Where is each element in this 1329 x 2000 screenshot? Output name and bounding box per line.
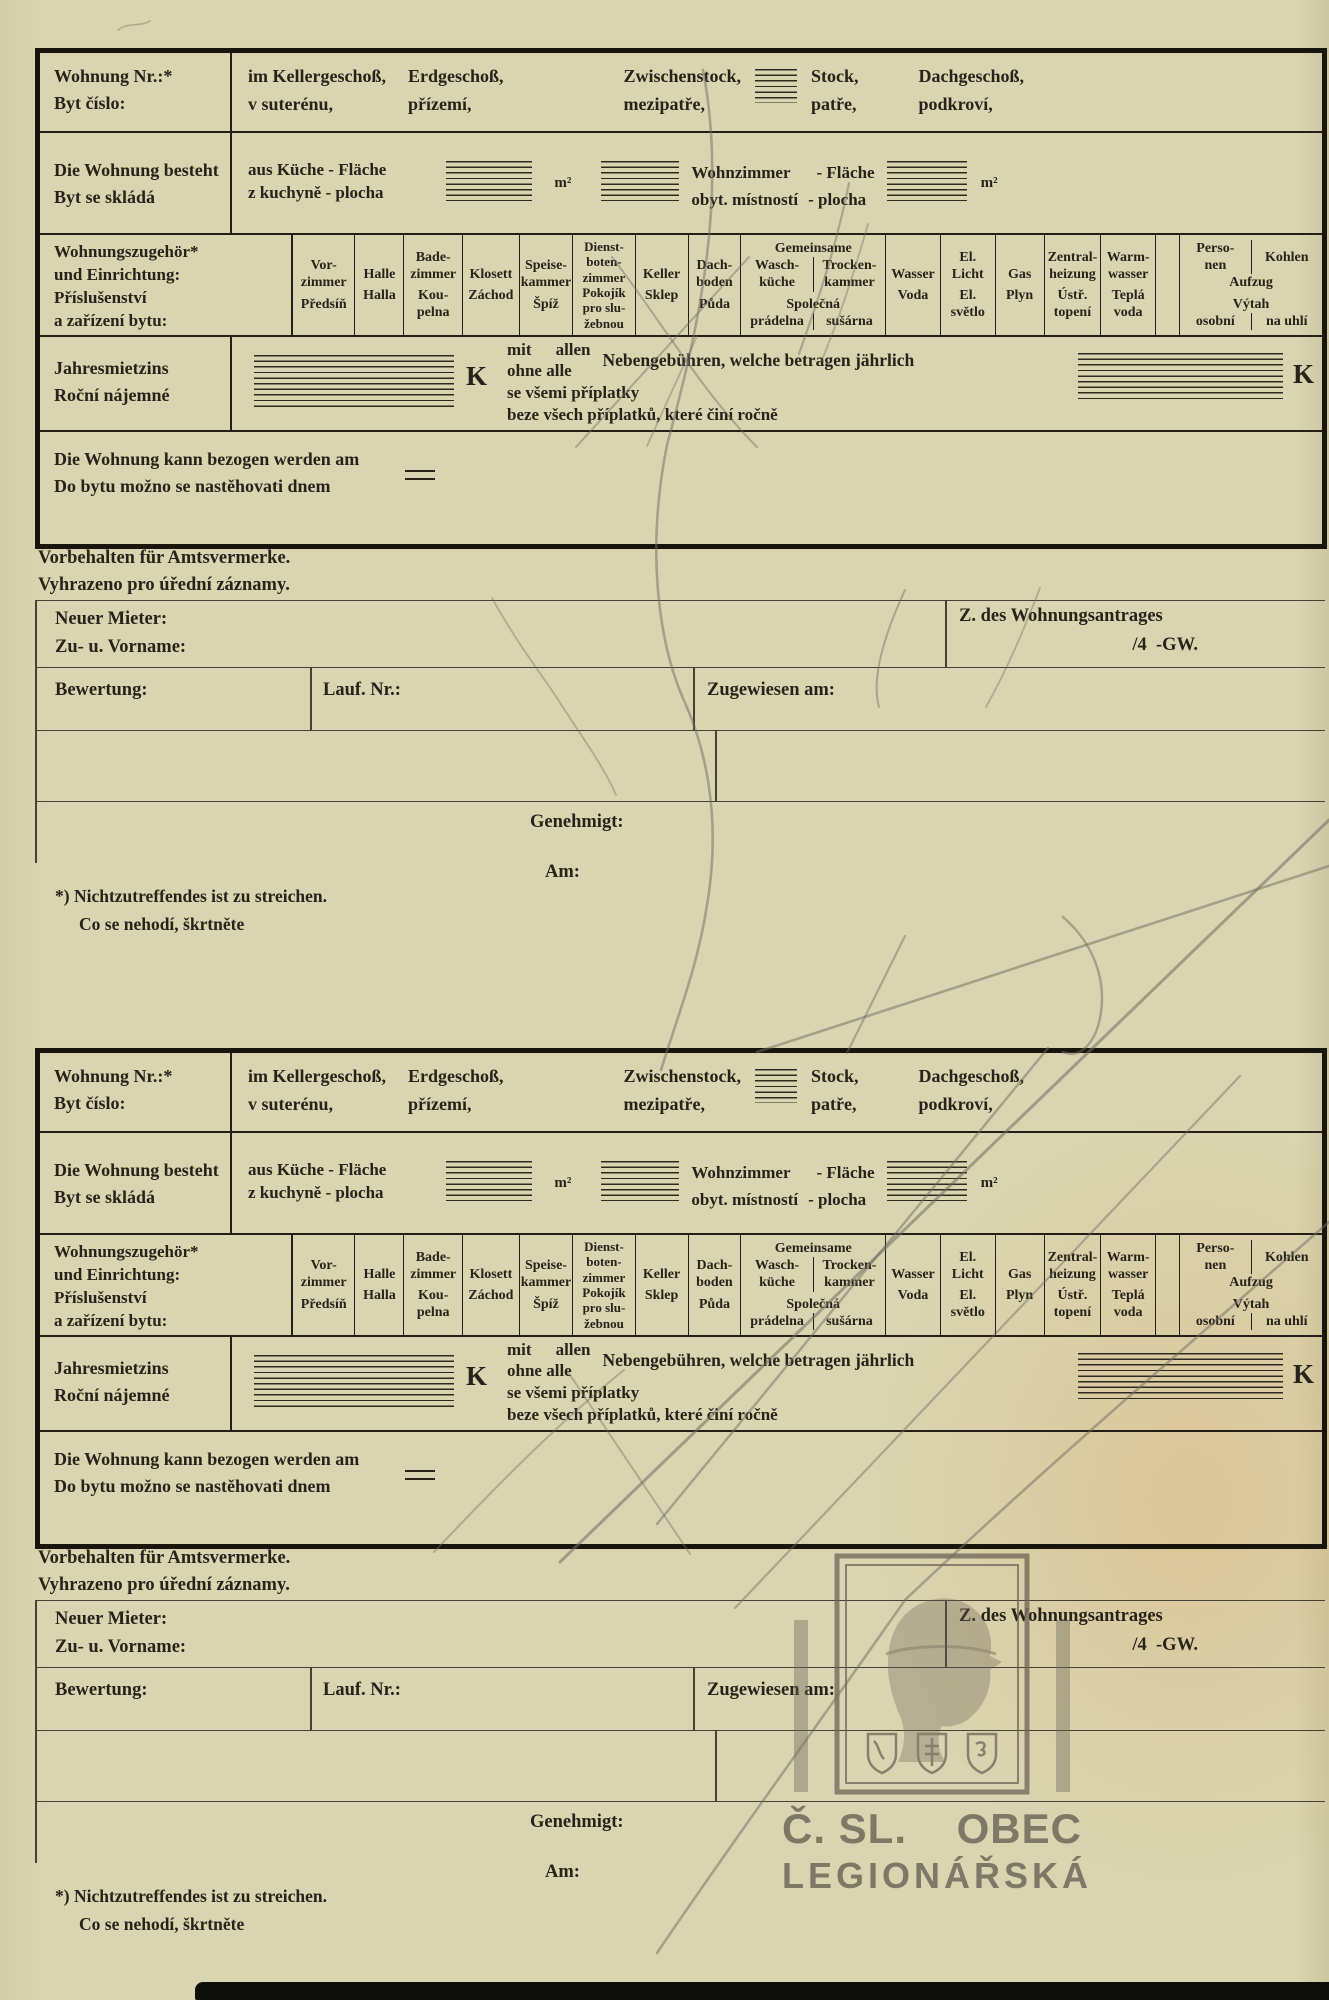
col-keller: Keller Sklep [635, 235, 688, 335]
row-zugehoer [40, 233, 1322, 335]
besteht-label [40, 133, 232, 233]
fill-in-lines [254, 1355, 454, 1407]
se-vsemi-label: se všemi příplatky [507, 382, 640, 402]
am-label: Am: [545, 862, 580, 882]
row-besteht [40, 1131, 1322, 1233]
heading-de: Vorbehalten für Amtsvermerke. [38, 548, 291, 568]
floor-cs: mezipatře, [623, 93, 705, 114]
fill-in-lines [1078, 353, 1283, 403]
miete-cs: Roční nájemné [54, 1385, 170, 1405]
zugehoer-l1: Wohnungszugehör* [54, 242, 199, 261]
cell-divider [715, 731, 717, 801]
col-halle: Halle Halla [354, 1235, 403, 1335]
zugehoer-label [40, 1235, 293, 1335]
heading-cs: Vyhrazeno pro úřední záznamy. [38, 574, 290, 595]
cell-divider [310, 1668, 312, 1730]
wohnung-nr-cs: Byt číslo: [54, 1093, 126, 1113]
fill-in-lines [601, 1161, 679, 1201]
wohnzimmer-de: Wohnzimmer [691, 1163, 791, 1182]
col-speisekammer: Speise- kammer Špíž [519, 235, 573, 335]
stamp-legionarska: LEGIONÁŘSKÁ [782, 1855, 1093, 1896]
miete-label [40, 1337, 232, 1430]
wohnungsantrag-label: Z. des Wohnungsantrages [959, 1606, 1163, 1626]
miete-text [507, 337, 914, 430]
vytah-label: Výtah [1232, 1296, 1270, 1312]
equals-mark [405, 1470, 435, 1480]
miete-de: Jahresmietzins [54, 1358, 169, 1378]
floor-cs: přízemí, [407, 1093, 472, 1114]
lauf-nr-label: Lauf. Nr.: [323, 680, 401, 700]
col-wasser: Wasser Voda [885, 235, 940, 335]
wohnzimmer-cs2: - plocha [808, 1190, 867, 1210]
aufzug-label: Aufzug [1229, 275, 1273, 291]
equipment-columns [293, 1235, 1322, 1335]
bezug-de: Die Wohnung kann bezogen werden am [54, 449, 360, 469]
besteht-content [232, 133, 1322, 233]
wohnzimmer-label [691, 159, 874, 233]
kueche-cs: z kuchyně - plocha [248, 182, 384, 202]
row-wohnung-nr [40, 53, 1322, 131]
se-vsemi-label: se všemi příplatky [507, 1382, 640, 1402]
spolecna-label: Společná [786, 1296, 841, 1312]
heading-cs: Vyhrazeno pro úřední záznamy. [38, 1574, 290, 1595]
osobni-nauhli: osobní na uhlí [1180, 313, 1322, 330]
col-wasser: Wasser Voda [885, 1235, 940, 1335]
col-gas: Gas Plyn [995, 235, 1044, 335]
row-bezug [40, 430, 1322, 544]
col-vorzimmer: Vor- zimmer Předsíň [300, 1258, 347, 1312]
vorname-label: Zu- u. Vorname: [55, 637, 187, 657]
floor-zwischenstock [624, 63, 742, 131]
miete-right [1078, 1337, 1322, 1430]
shield-lion [868, 1734, 896, 1773]
row-empty [35, 1731, 1325, 1802]
besteht-label [40, 1133, 232, 1233]
floor-cs: patře, [811, 93, 857, 114]
form-box [35, 1048, 1327, 1549]
personen-kohlen: Perso- nen Kohlen [1180, 1240, 1322, 1274]
zugehoer-label [40, 235, 293, 335]
floor-erdgeschoss [408, 63, 504, 131]
am-label: Am: [545, 1862, 580, 1882]
col-dienstbotenzimmer: Dienst- boten- zimmer Pokojík pro slu- žebnou [572, 235, 634, 335]
wohnzimmer-label [691, 1159, 874, 1233]
col-dachboden: Dach- boden Půda [688, 1235, 741, 1335]
row-neuer-mieter [35, 1601, 1325, 1668]
row-genehmigt [35, 802, 1325, 942]
beze-vsech-label: beze všech příplatků, které činí ročně [507, 1404, 778, 1424]
bezug-cs: Do bytu možno se nastěhovati dnem [54, 476, 331, 496]
floor-de: Dachgeschoß, [918, 66, 1025, 86]
personen-kohlen: Perso- nen Kohlen [1180, 240, 1322, 274]
floor-de: Stock, [811, 66, 859, 86]
footnote-de: *) Nichtzutreffendes ist zu streichen. [55, 886, 328, 906]
col-el-licht: El. Licht El. světlo [940, 1235, 995, 1335]
zugehoer-l2: und Einrichtung: [54, 264, 181, 284]
kueche-de: aus Küche - Fläche [248, 1160, 387, 1179]
fill-in-lines [446, 161, 532, 201]
wohnzimmer-de: Wohnzimmer [691, 163, 791, 182]
heading-de: Vorbehalten für Amtsvermerke. [38, 1548, 291, 1568]
fill-in-lines [887, 1161, 967, 1201]
floor-kellergeschoss [248, 63, 386, 131]
floor-cs: podkroví, [918, 93, 993, 114]
row-genehmigt [35, 1802, 1325, 1942]
cell-divider [693, 1668, 695, 1730]
floor-cs: v suterénu, [248, 1093, 333, 1114]
wohnung-nr-de: Wohnung Nr.:* [54, 1066, 173, 1086]
col-gemeinsame-waschkueche [740, 235, 885, 335]
row-jahresmietzins [40, 335, 1322, 430]
lauf-nr-label: Lauf. Nr.: [323, 1680, 401, 1700]
besteht-de: Die Wohnung besteht [54, 160, 219, 180]
cell-divider [693, 668, 695, 730]
kueche-label [248, 159, 386, 233]
scan-edge-strip [195, 1982, 1329, 2000]
zugewiesen-label: Zugewiesen am: [707, 680, 835, 700]
unit-m2: m² [980, 175, 998, 191]
besteht-content [232, 1133, 1322, 1233]
housing-form [0, 48, 1329, 1048]
floor-cs: přízemí, [407, 93, 472, 114]
zugehoer-l1: Wohnungszugehör* [54, 1242, 199, 1261]
col-el-licht: El. Licht El. světlo [940, 235, 995, 335]
col-klosett: Klosett Záchod [462, 235, 519, 335]
floor-de: Erdgeschoß, [407, 66, 504, 86]
stamp-text-line1 [782, 1805, 1082, 1853]
col-badezimmer: Bade- zimmer Kou- pelna [403, 235, 462, 335]
col-warmwasser: Warm- wasser Teplá voda [1100, 235, 1155, 335]
row-neuer-mieter [35, 601, 1325, 668]
row-bezug [40, 1430, 1322, 1544]
pradelna-susarna: prádelna sušárna [741, 1313, 885, 1330]
footnote-cs: Co se nehodí, škrtněte [79, 914, 245, 934]
floor-options [232, 1053, 1322, 1131]
nebengebuehren-label: Nebengebühren, welche betragen jährlich [602, 349, 915, 370]
neuer-mieter-label: Neuer Mieter: [55, 609, 168, 629]
wohnzimmer-cs: obyt. místností [691, 190, 799, 210]
unit-m2: m² [554, 175, 572, 191]
row-bewertung [35, 668, 1325, 731]
shield-eagle [968, 1734, 996, 1773]
miete-content [232, 1337, 1322, 1430]
nebengebuehren-label: Nebengebühren, welche betragen jährlich [602, 1349, 915, 1370]
amtsvermerke-heading [38, 545, 290, 599]
miete-cs: Roční nájemné [54, 385, 170, 405]
fill-in-lines [755, 1069, 797, 1103]
col-gas: Gas Plyn [995, 1235, 1044, 1335]
wohnung-nr-label [40, 53, 232, 131]
row-zugehoer [40, 1233, 1322, 1335]
antrag-nr: /4 -GW. [1132, 635, 1198, 655]
col-empty [1155, 1235, 1179, 1335]
vytah-label: Výtah [1232, 296, 1270, 312]
bezug-de: Die Wohnung kann bezogen werden am [54, 1449, 360, 1469]
amtsvermerke-heading [38, 1545, 290, 1599]
floor-de: im Kellergeschoß, [248, 66, 386, 86]
col-aufzug [1179, 1235, 1322, 1335]
kueche-label [248, 1159, 386, 1233]
gemeinsame-head: Gemeinsame [774, 241, 852, 257]
besteht-cs: Byt se skládá [54, 187, 156, 207]
form-section-bottom [0, 1048, 1329, 2000]
footnote-de: *) Nichtzutreffendes ist zu streichen. [55, 1886, 328, 1906]
col-dachboden: Dach- boden Půda [688, 235, 741, 335]
zugehoer-l4: a zařízení bytu: [54, 1310, 168, 1330]
col-zentralheizung: Zentral- heizung Ústř. topení [1044, 1235, 1101, 1335]
floor-de: Stock, [811, 1066, 859, 1086]
kueche-cs: z kuchyně - plocha [248, 1182, 384, 1202]
amtsvermerke-table [35, 600, 1325, 942]
mit-ohne-stack: mit allen ohne alle [507, 340, 591, 381]
col-dienstbotenzimmer: Dienst- boten- zimmer Pokojík pro slu- žebnou [572, 1235, 634, 1335]
row-empty [35, 731, 1325, 802]
form-section-top [0, 48, 1329, 1048]
stamp-obec: OBEC [956, 1805, 1082, 1852]
besteht-de: Die Wohnung besteht [54, 1160, 219, 1180]
col-gemeinsame-waschkueche [740, 1235, 885, 1335]
miete-right [1078, 337, 1322, 430]
currency-k: K [466, 361, 488, 391]
floor-zwischenstock [624, 1063, 742, 1131]
floor-dachgeschoss [919, 1063, 1025, 1131]
col-aufzug [1179, 235, 1322, 335]
waschkueche-trockenkammer: Wasch- küche Trocken- kammer [741, 1257, 885, 1291]
wohnzimmer-cs: obyt. místností [691, 1190, 799, 1210]
wohnzimmer-de2: - Fläche [816, 1163, 875, 1182]
floor-options [232, 53, 1322, 131]
floor-erdgeschoss [408, 1063, 504, 1131]
col-klosett: Klosett Záchod [462, 1235, 519, 1335]
besteht-cs: Byt se skládá [54, 1187, 156, 1207]
cell-divider [945, 601, 947, 667]
bezug-cs: Do bytu možno se nastěhovati dnem [54, 1476, 331, 1496]
mit-ohne-stack: mit allen ohne alle [507, 1340, 591, 1381]
footnote-cs: Co se nehodí, škrtněte [79, 1914, 245, 1934]
spolecna-label: Společná [786, 296, 841, 312]
floor-de: Zwischenstock, [623, 66, 742, 86]
row-bewertung [35, 1668, 1325, 1731]
col-warmwasser: Warm- wasser Teplá voda [1100, 1235, 1155, 1335]
equals-mark [405, 470, 435, 480]
floor-cs: patře, [811, 1093, 857, 1114]
unit-m2: m² [980, 1175, 998, 1191]
unit-m2: m² [554, 1175, 572, 1191]
floor-stock [811, 63, 859, 131]
fill-in-lines [1078, 1353, 1283, 1403]
genehmigt-label: Genehmigt: [530, 1812, 624, 1832]
wohnung-nr-label [40, 1053, 232, 1131]
floor-de: Erdgeschoß, [407, 1066, 504, 1086]
floor-cs: v suterénu, [248, 93, 333, 114]
col-keller: Keller Sklep [635, 1235, 688, 1335]
pradelna-susarna: prádelna sušárna [741, 313, 885, 330]
row-wohnung-nr [40, 1053, 1322, 1131]
zugehoer-l4: a zařízení bytu: [54, 310, 168, 330]
zugehoer-l3: Příslušenství [54, 1287, 147, 1307]
wohnzimmer-de2: - Fläche [816, 163, 875, 182]
aufzug-label: Aufzug [1229, 1275, 1273, 1291]
miete-label [40, 337, 232, 430]
miete-text [507, 1337, 914, 1430]
col-speisekammer: Speise- kammer Špíž [519, 1235, 573, 1335]
miete-content [232, 337, 1322, 430]
equipment-columns [293, 235, 1322, 335]
zugewiesen-label: Zugewiesen am: [707, 1680, 835, 1700]
miete-de: Jahresmietzins [54, 358, 169, 378]
floor-dachgeschoss [919, 63, 1025, 131]
amtsvermerke-table [35, 1600, 1325, 1942]
floor-de: Dachgeschoß, [918, 1066, 1025, 1086]
form-box [35, 48, 1327, 549]
floor-kellergeschoss [248, 1063, 386, 1131]
wohnung-nr-cs: Byt číslo: [54, 93, 126, 113]
legionnaire-stamp [782, 1548, 1093, 1897]
col-zentralheizung: Zentral- heizung Ústř. topení [1044, 235, 1101, 335]
wohnzimmer-cs2: - plocha [808, 190, 867, 210]
kueche-de: aus Küche - Fläche [248, 160, 387, 179]
row-besteht [40, 131, 1322, 233]
floor-de: Zwischenstock, [623, 1066, 742, 1086]
wohnungsantrag-label: Z. des Wohnungsantrages [959, 606, 1163, 626]
floor-stock [811, 1063, 859, 1131]
fill-in-lines [755, 69, 797, 103]
bewertung-label: Bewertung: [55, 680, 148, 700]
fill-in-lines [446, 1161, 532, 1201]
floor-cs: mezipatře, [623, 1093, 705, 1114]
gemeinsame-head: Gemeinsame [774, 1241, 852, 1257]
currency-k: K [466, 1361, 488, 1391]
row-jahresmietzins [40, 1335, 1322, 1430]
floor-de: im Kellergeschoß, [248, 1066, 386, 1086]
fill-in-lines [887, 161, 967, 201]
osobni-nauhli: osobní na uhlí [1180, 1313, 1322, 1330]
floor-cs: podkroví, [918, 1093, 993, 1114]
beze-vsech-label: beze všech příplatků, které činí ročně [507, 404, 778, 424]
antrag-nr: /4 -GW. [1132, 1635, 1198, 1655]
waschkueche-trockenkammer: Wasch- küche Trocken- kammer [741, 257, 885, 291]
cell-divider [310, 668, 312, 730]
currency-k: K [1292, 359, 1314, 389]
wohnung-nr-de: Wohnung Nr.:* [54, 66, 173, 86]
col-badezimmer: Bade- zimmer Kou- pelna [403, 1235, 462, 1335]
housing-form [0, 1048, 1329, 2000]
zugehoer-l3: Příslušenství [54, 287, 147, 307]
fill-in-lines [601, 161, 679, 201]
stamp-csl: Č. SL. [782, 1805, 908, 1852]
vorname-label: Zu- u. Vorname: [55, 1637, 187, 1657]
zugehoer-l2: und Einrichtung: [54, 1264, 181, 1284]
genehmigt-label: Genehmigt: [530, 812, 624, 832]
neuer-mieter-label: Neuer Mieter: [55, 1609, 168, 1629]
col-vorzimmer: Vor- zimmer Předsíň [300, 258, 347, 312]
currency-k: K [1292, 1359, 1314, 1389]
col-halle: Halle Halla [354, 235, 403, 335]
bewertung-label: Bewertung: [55, 1680, 148, 1700]
stamp-graphic [782, 1548, 1082, 1800]
col-empty [1155, 235, 1179, 335]
fill-in-lines [254, 355, 454, 407]
cell-divider [715, 1731, 717, 1801]
